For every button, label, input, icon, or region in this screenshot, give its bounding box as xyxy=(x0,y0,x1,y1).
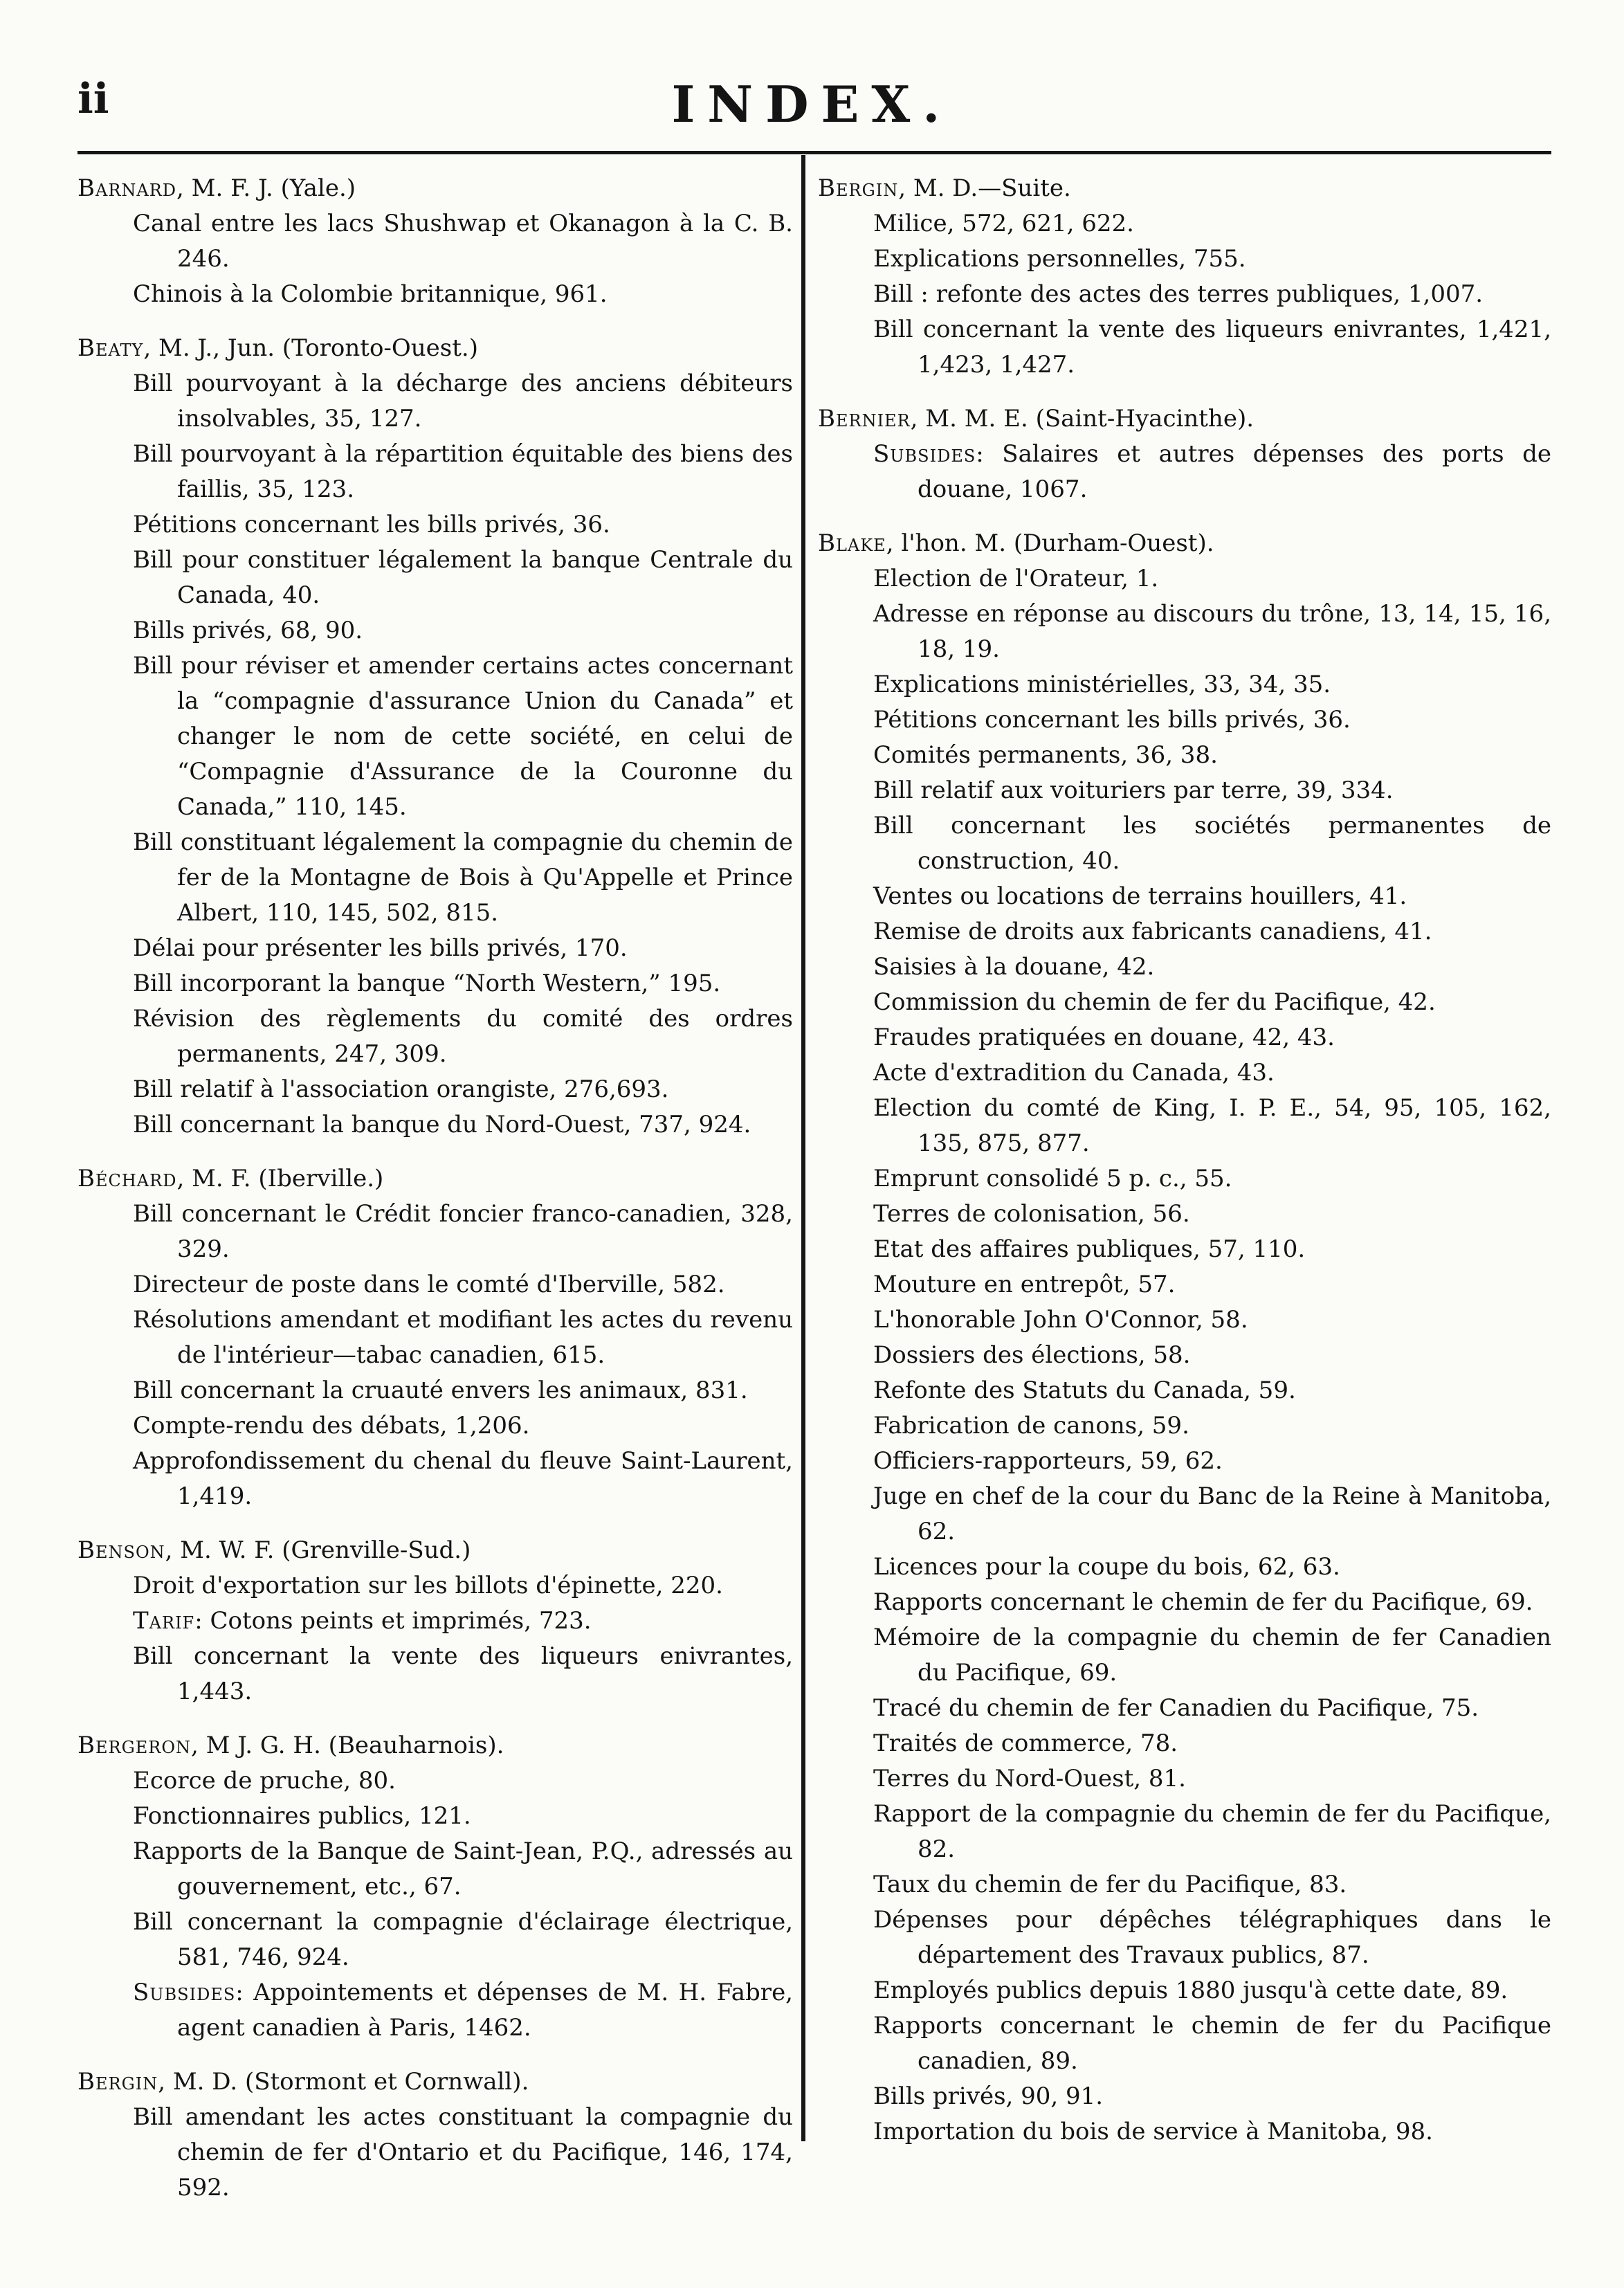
index-subentry: Terres de colonisation, 56. xyxy=(873,1200,1190,1228)
index-subentry: Election de l'Orateur, 1. xyxy=(873,565,1159,592)
index-subentry: Résolutions amendant et modifiant les actes du revenu de l'intérieur—tabac canadien, 615. xyxy=(133,1306,793,1369)
entry-name: Beaty xyxy=(77,334,144,362)
entry-details: , M J. G. H. (Beauharnois). xyxy=(191,1732,504,1759)
entry-name: Benson xyxy=(77,1536,165,1564)
index-subentry: Bill concernant la banque du Nord-Ouest, 737, 924. xyxy=(133,1111,751,1138)
index-subentry: Ecorce de pruche, 80. xyxy=(133,1767,396,1795)
entry-details: , M. M. E. (Saint-Hyacinthe). xyxy=(910,405,1255,433)
entry-name: Bernier xyxy=(818,405,911,433)
index-subentry: Acte d'extradition du Canada, 43. xyxy=(873,1059,1275,1087)
index-subentry: Compte-rendu des débats, 1,206. xyxy=(133,1412,530,1440)
entry-heading xyxy=(77,330,793,366)
index-subentry: Bill concernant la vente des liqueurs enivrantes, 1,421, 1,423, 1,427. xyxy=(873,316,1551,379)
index-subentry: Bill pourvoyant à la décharge des anciens débiteurs insolvables, 35, 127. xyxy=(133,370,793,433)
index-entry xyxy=(77,1161,793,1514)
index-subentry: Ventes ou locations de terrains houillers, 41. xyxy=(873,882,1407,910)
subentry-category: Subsides xyxy=(873,440,976,468)
index-subentry: Dossiers des élections, 58. xyxy=(873,1341,1191,1369)
index-subentry: Directeur de poste dans le comté d'Iberville, 582. xyxy=(133,1271,725,1298)
index-subentry: Bill pour réviser et amender certains actes concernant la “compagnie d'assurance Union du Canada” et changer le nom de cette société, en celui de “Compagnie d'Assurance de la Couronne du Canada,” 110, 145. xyxy=(133,652,793,821)
index-subentry: Mémoire de la compagnie du chemin de fer Canadien du Pacifique, 69. xyxy=(873,1624,1551,1687)
index-subentry: Pétitions concernant les bills privés, 36. xyxy=(133,511,610,538)
index-subentry: Juge en chef de la cour du Banc de la Reine à Manitoba, 62. xyxy=(873,1482,1551,1545)
index-subentry: Bill concernant la vente des liqueurs enivrantes, 1,443. xyxy=(133,1642,793,1705)
index-subentry: Bills privés, 68, 90. xyxy=(133,617,363,644)
index-subentry: Bill concernant la cruauté envers les animaux, 831. xyxy=(133,1377,748,1404)
index-column-left xyxy=(77,170,793,2224)
index-subentry: Bill pourvoyant à la répartition équitable des biens des faillis, 35, 123. xyxy=(133,440,793,503)
index-subentry: Fonctionnaires publics, 121. xyxy=(133,1802,471,1830)
entry-details: , M. J., Jun. (Toronto-Ouest.) xyxy=(143,334,478,362)
column-divider xyxy=(801,155,805,2141)
entry-name: Bergin xyxy=(818,174,899,202)
subentry-text: : Appointements et dépenses de M. H. Fabre, agent canadien à Paris, 1462. xyxy=(177,1979,793,2042)
index-subentry: Bill amendant les actes constituant la compagnie du chemin de fer d'Ontario et du Pacifique, 146, 174, 592. xyxy=(133,2103,793,2201)
entry-heading xyxy=(818,170,1551,206)
index-entry xyxy=(77,1532,793,1709)
subentry-category: Tarif xyxy=(133,1607,195,1635)
index-subentry: Emprunt consolidé 5 p. c., 55. xyxy=(873,1165,1232,1192)
index-subentry: Explications personnelles, 755. xyxy=(873,245,1246,273)
index-subentry: Bill constituant légalement la compagnie du chemin de fer de la Montagne de Bois à Qu'Appelle et Prince Albert, 110, 145, 502, 815. xyxy=(133,828,793,927)
entry-details: , M. D. (Stormont et Cornwall). xyxy=(158,2068,529,2096)
entry-details: , M. F. J. (Yale.) xyxy=(176,174,356,202)
index-subentry: Canal entre les lacs Shushwap et Okanagon à la C. B. 246. xyxy=(133,210,793,273)
index-subentry: Officiers-rapporteurs, 59, 62. xyxy=(873,1447,1223,1475)
subentry-category: Subsides xyxy=(133,1979,236,2006)
index-subentry: Droit d'exportation sur les billots d'épinette, 220. xyxy=(133,1572,723,1599)
index-subentry xyxy=(873,437,1551,507)
index-subentry: Délai pour présenter les bills privés, 170. xyxy=(133,934,628,962)
index-subentry: Etat des affaires publiques, 57, 110. xyxy=(873,1235,1306,1263)
entry-details: , M. W. F. (Grenville-Sud.) xyxy=(165,1536,471,1564)
entry-heading xyxy=(77,1727,793,1763)
index-entry xyxy=(77,1727,793,2046)
index-entry xyxy=(818,401,1551,507)
entry-heading xyxy=(77,170,793,206)
index-subentry: Saisies à la douane, 42. xyxy=(873,953,1155,981)
index-subentry: Terres du Nord-Ouest, 81. xyxy=(873,1765,1186,1792)
index-subentry: Rapports concernant le chemin de fer du Pacifique canadien, 89. xyxy=(873,2012,1551,2075)
index-subentry: Bill concernant le Crédit foncier franco-canadien, 328, 329. xyxy=(133,1200,793,1263)
index-subentry: Importation du bois de service à Manitoba, 98. xyxy=(873,2118,1433,2145)
index-subentry: Bill concernant la compagnie d'éclairage électrique, 581, 746, 924. xyxy=(133,1908,793,1971)
index-entry xyxy=(818,170,1551,383)
entry-name: Barnard xyxy=(77,174,177,202)
index-subentry: Rapports de la Banque de Saint-Jean, P.Q., adressés au gouvernement, etc., 67. xyxy=(133,1837,793,1900)
index-subentry: Milice, 572, 621, 622. xyxy=(873,210,1134,237)
index-subentry: Bill relatif aux voituriers par terre, 39, 334. xyxy=(873,777,1394,804)
index-subentry: Adresse en réponse au discours du trône, 13, 14, 15, 16, 18, 19. xyxy=(873,600,1551,663)
entry-details: , l'hon. M. (Durham-Ouest). xyxy=(886,529,1214,557)
index-subentry xyxy=(133,1975,793,2046)
entry-heading xyxy=(77,1161,793,1197)
index-subentry: Traités de commerce, 78. xyxy=(873,1729,1178,1757)
index-subentry: Bill incorporant la banque “North Western,” 195. xyxy=(133,970,721,997)
index-subentry: L'honorable John O'Connor, 58. xyxy=(873,1306,1248,1334)
index-subentry: Bill : refonte des actes des terres publiques, 1,007. xyxy=(873,280,1484,308)
index-subentry: Commission du chemin de fer du Pacifique, 42. xyxy=(873,988,1436,1016)
index-subentry: Bill concernant les sociétés permanentes de construction, 40. xyxy=(873,812,1551,875)
index-subentry: Rapport de la compagnie du chemin de fer du Pacifique, 82. xyxy=(873,1800,1551,1863)
index-subentry: Bill relatif à l'association orangiste, 276,693. xyxy=(133,1075,669,1103)
subentry-text: : Cotons peints et imprimés, 723. xyxy=(194,1607,592,1635)
index-subentry: Bills privés, 90, 91. xyxy=(873,2082,1104,2110)
entry-heading xyxy=(818,401,1551,437)
index-subentry: Election du comté de King, I. P. E., 54, 95, 105, 162, 135, 875, 877. xyxy=(873,1094,1551,1157)
index-subentry: Approfondissement du chenal du fleuve Saint-Laurent, 1,419. xyxy=(133,1447,793,1510)
index-subentry: Explications ministérielles, 33, 34, 35. xyxy=(873,671,1331,698)
index-subentry: Comités permanents, 36, 38. xyxy=(873,741,1218,769)
index-entry xyxy=(77,170,793,312)
index-column-right xyxy=(818,170,1551,2168)
entry-details: , M. F. (Iberville.) xyxy=(176,1165,384,1192)
index-subentry: Fraudes pratiquées en douane, 42, 43. xyxy=(873,1024,1335,1051)
header-rule xyxy=(77,151,1551,154)
entry-heading xyxy=(818,525,1551,561)
index-entry xyxy=(818,525,1551,2150)
page-title: INDEX. xyxy=(671,75,953,134)
entry-details: , M. D.—Suite. xyxy=(898,174,1071,202)
entry-name: Bergin xyxy=(77,2068,158,2096)
entry-heading xyxy=(77,2064,793,2100)
index-subentry: Licences pour la coupe du bois, 62, 63. xyxy=(873,1553,1340,1581)
index-subentry: Refonte des Statuts du Canada, 59. xyxy=(873,1377,1296,1404)
index-subentry: Rapports concernant le chemin de fer du Pacifique, 69. xyxy=(873,1588,1533,1616)
index-entry xyxy=(77,2064,793,2206)
index-subentry: Révision des règlements du comité des ordres permanents, 247, 309. xyxy=(133,1005,793,1068)
index-subentry: Taux du chemin de fer du Pacifique, 83. xyxy=(873,1871,1347,1898)
entry-heading xyxy=(77,1532,793,1568)
subentry-text: : Salaires et autres dépenses des ports de douane, 1067. xyxy=(918,440,1551,503)
index-subentry: Employés publics depuis 1880 jusqu'à cette date, 89. xyxy=(873,1977,1508,2004)
index-subentry: Remise de droits aux fabricants canadiens, 41. xyxy=(873,918,1432,945)
index-subentry: Fabrication de canons, 59. xyxy=(873,1412,1189,1440)
index-subentry: Tracé du chemin de fer Canadien du Pacifique, 75. xyxy=(873,1694,1479,1722)
entry-name: Béchard xyxy=(77,1165,177,1192)
index-subentry: Mouture en entrepôt, 57. xyxy=(873,1271,1176,1298)
entry-name: Blake xyxy=(818,529,886,557)
index-subentry: Pétitions concernant les bills privés, 36. xyxy=(873,706,1351,734)
index-subentry: Bill pour constituer légalement la banque Centrale du Canada, 40. xyxy=(133,546,793,609)
index-subentry xyxy=(133,1604,793,1639)
index-entry xyxy=(77,330,793,1143)
index-subentry: Chinois à la Colombie britannique, 961. xyxy=(133,280,608,308)
index-subentry: Dépenses pour dépêches télégraphiques dans le département des Travaux publics, 87. xyxy=(873,1906,1551,1969)
entry-name: Bergeron xyxy=(77,1732,192,1759)
page-number: ii xyxy=(77,75,109,123)
